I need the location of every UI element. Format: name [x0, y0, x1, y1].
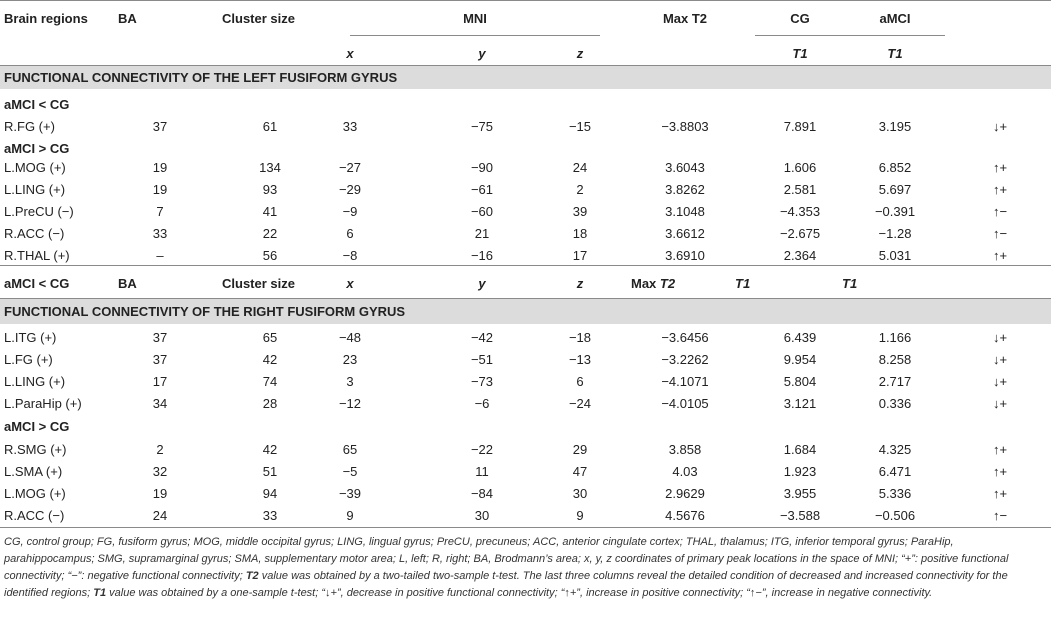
- cell-t1-cg: −2.675: [779, 225, 821, 241]
- cell-t1-cg: 6.439: [783, 329, 817, 345]
- table-row: [0, 326, 1051, 348]
- cell-max-t2: 3.6612: [665, 225, 705, 241]
- section-left-fusiform: [0, 66, 1051, 89]
- cell-cluster-size: 61: [262, 118, 278, 134]
- cell-region: R.ACC (−): [4, 225, 65, 241]
- cell-t1-amci: 5.336: [878, 485, 912, 501]
- group-label: aMCI > CG: [4, 418, 70, 434]
- cell-t1-cg: 1.684: [783, 441, 817, 457]
- table-row: [0, 244, 1051, 266]
- table-row: [0, 392, 1051, 414]
- cell-region: L.ITG (+): [4, 329, 57, 345]
- cell-t1-amci: 5.697: [878, 181, 912, 197]
- cell-y: −16: [470, 247, 494, 263]
- cell-x: 3: [346, 373, 354, 389]
- cell-cluster-size: 74: [262, 373, 278, 389]
- cell-cluster-size: 56: [262, 247, 278, 263]
- table-row: [0, 460, 1051, 482]
- subheader-top-rule: [0, 265, 1051, 266]
- cell-z: 30: [572, 485, 588, 501]
- cell-direction: ↑+: [992, 159, 1008, 175]
- cell-t1-amci: −1.28: [878, 225, 912, 241]
- group-label: aMCI > CG: [4, 140, 70, 156]
- cell-cluster-size: 134: [259, 159, 281, 175]
- cell-region: L.ParaHip (+): [4, 395, 82, 411]
- caption-t1: T1: [93, 587, 107, 599]
- cell-y: 21: [474, 225, 490, 241]
- cell-y: −22: [470, 441, 494, 457]
- cell-direction: ↑+: [992, 463, 1008, 479]
- cell-ba: 7: [156, 203, 164, 219]
- cell-direction: ↑+: [992, 181, 1008, 197]
- cell-y: −6: [474, 395, 490, 411]
- cell-t1-amci: 4.325: [878, 441, 912, 457]
- table-caption: [4, 534, 1044, 602]
- subheader-x: x: [346, 275, 354, 291]
- table-bottom-rule: [0, 527, 1051, 528]
- cell-t1-amci: −0.506: [874, 507, 916, 523]
- cell-max-t2: −4.0105: [661, 395, 709, 411]
- cell-x: 9: [346, 507, 354, 523]
- cell-t1-cg: 3.955: [783, 485, 817, 501]
- cell-y: −51: [470, 351, 494, 367]
- cell-direction: ↑−: [992, 225, 1008, 241]
- cell-direction: ↓+: [992, 351, 1008, 367]
- cell-max-t2: −4.1071: [661, 373, 709, 389]
- subheader-ba: BA: [118, 275, 137, 291]
- header-brain-regions: Brain regions: [4, 10, 88, 26]
- cell-z: −18: [568, 329, 592, 345]
- cell-ba: 2: [156, 441, 164, 457]
- cell-cluster-size: 42: [262, 351, 278, 367]
- cell-ba: –: [156, 247, 164, 263]
- cell-max-t2: 2.9629: [665, 485, 705, 501]
- group-label-row: [0, 414, 1051, 438]
- cell-ba: 37: [152, 329, 168, 345]
- cell-max-t2: 3.8262: [665, 181, 705, 197]
- table-row: [0, 178, 1051, 200]
- cell-t1-cg: 1.923: [783, 463, 817, 479]
- header-mni: MNI: [463, 10, 487, 26]
- table-row: [0, 370, 1051, 392]
- caption-t2: T2: [245, 570, 259, 582]
- cell-t1-amci: 1.166: [878, 329, 912, 345]
- cell-direction: ↓+: [992, 395, 1008, 411]
- cell-direction: ↑−: [992, 203, 1008, 219]
- cell-max-t2: 3.6910: [665, 247, 705, 263]
- group-label-row: [0, 93, 1051, 115]
- subheader-t1-amci: T1: [842, 275, 858, 291]
- table-row: [0, 482, 1051, 504]
- cell-cluster-size: 41: [262, 203, 278, 219]
- cell-ba: 34: [152, 395, 168, 411]
- header-cluster-size: Cluster size: [222, 10, 295, 26]
- table-row: [0, 438, 1051, 460]
- table-top-rule: [0, 0, 1051, 1]
- cell-t1-cg: 1.606: [783, 159, 817, 175]
- cell-z: 24: [572, 159, 588, 175]
- cell-z: 9: [576, 507, 584, 523]
- header-amci: aMCI: [879, 10, 911, 26]
- cell-t1-amci: 0.336: [878, 395, 912, 411]
- cell-cluster-size: 51: [262, 463, 278, 479]
- table-row: [0, 222, 1051, 244]
- cell-region: L.LING (+): [4, 373, 66, 389]
- cell-t1-amci: −0.391: [874, 203, 916, 219]
- t1-rule: [755, 35, 945, 36]
- subheader-max-prefix: Max: [631, 275, 660, 291]
- cell-y: −90: [470, 159, 494, 175]
- cell-x: −48: [338, 329, 362, 345]
- subheader-t2: T2: [659, 275, 676, 291]
- cell-ba: 19: [152, 485, 168, 501]
- cell-t1-amci: 6.471: [878, 463, 912, 479]
- cell-x: −39: [338, 485, 362, 501]
- mni-rule: [350, 35, 600, 36]
- cell-region: L.PreCU (−): [4, 203, 74, 219]
- caption-part2: value was obtained by a two-tailed two-sample t-test. The last three columns reveal the detailed condition of decreased and increased connectivity for the identified regions;: [4, 570, 1008, 599]
- cell-region: L.LING (+): [4, 181, 66, 197]
- cell-cluster-size: 28: [262, 395, 278, 411]
- cell-y: −42: [470, 329, 494, 345]
- cell-y: 11: [475, 463, 489, 479]
- cell-t1-cg: 9.954: [783, 351, 817, 367]
- subheader-max-t2: [631, 270, 675, 296]
- cell-y: −61: [470, 181, 494, 197]
- cell-region: R.ACC (−): [4, 507, 65, 523]
- cell-cluster-size: 65: [262, 329, 278, 345]
- cell-x: −8: [342, 247, 358, 263]
- header-cg: CG: [790, 10, 810, 26]
- table-row: [0, 156, 1051, 178]
- cell-ba: 24: [152, 507, 168, 523]
- subheader-y: y: [478, 275, 486, 291]
- cell-y: −75: [470, 118, 494, 134]
- cell-cluster-size: 93: [262, 181, 278, 197]
- cell-direction: ↓+: [992, 118, 1008, 134]
- cell-t1-amci: 8.258: [878, 351, 912, 367]
- cell-max-t2: 3.1048: [665, 203, 705, 219]
- cell-x: −29: [338, 181, 362, 197]
- cell-x: 33: [342, 118, 358, 134]
- cell-y: −60: [470, 203, 494, 219]
- cell-t1-cg: 2.364: [783, 247, 817, 263]
- cell-ba: 32: [152, 463, 168, 479]
- cell-max-t2: 4.03: [672, 463, 698, 479]
- cell-y: −84: [470, 485, 494, 501]
- header-z: z: [576, 45, 584, 61]
- cell-x: −5: [342, 463, 358, 479]
- cell-y: −73: [470, 373, 494, 389]
- cell-ba: 33: [152, 225, 168, 241]
- cell-ba: 19: [152, 181, 168, 197]
- cell-z: −15: [568, 118, 592, 134]
- cell-z: −24: [568, 395, 592, 411]
- cell-z: 39: [572, 203, 588, 219]
- group-label: aMCI < CG: [4, 96, 70, 112]
- header-t1-amci: T1: [887, 45, 903, 61]
- subheader-cluster-size: Cluster size: [222, 275, 295, 291]
- cell-t1-cg: 7.891: [783, 118, 817, 134]
- cell-region: R.THAL (+): [4, 247, 70, 263]
- cell-direction: ↑+: [992, 485, 1008, 501]
- cell-region: L.SMA (+): [4, 463, 63, 479]
- cell-max-t2: −3.8803: [661, 118, 709, 134]
- cell-z: −13: [568, 351, 592, 367]
- caption-part3: value was obtained by a one-sample t-test; “↓+”, decrease in positive functional connectivity; “↑+”, increase in positive connectivity; “↑−”, increase in negative connectivity.: [106, 587, 933, 599]
- subheader-label: aMCI < CG: [4, 275, 70, 291]
- section-title: FUNCTIONAL CONNECTIVITY OF THE RIGHT FUSIFORM GYRUS: [4, 304, 406, 319]
- cell-z: 6: [576, 373, 584, 389]
- cell-cluster-size: 42: [262, 441, 278, 457]
- header-x: x: [346, 45, 354, 61]
- section-right-fusiform: [0, 299, 1051, 324]
- cell-t1-cg: 2.581: [783, 181, 817, 197]
- cell-ba: 19: [152, 159, 168, 175]
- cell-t1-amci: 3.195: [878, 118, 912, 134]
- cell-region: L.FG (+): [4, 351, 53, 367]
- subheader-z: z: [576, 275, 584, 291]
- cell-z: 17: [572, 247, 588, 263]
- cell-max-t2: 3.858: [668, 441, 702, 457]
- cell-ba: 37: [152, 118, 168, 134]
- table-row: [0, 504, 1051, 526]
- cell-z: 47: [572, 463, 588, 479]
- header-ba: BA: [118, 10, 137, 26]
- cell-z: 29: [572, 441, 588, 457]
- cell-y: 30: [474, 507, 490, 523]
- cell-t1-amci: 2.717: [878, 373, 912, 389]
- cell-cluster-size: 22: [262, 225, 278, 241]
- cell-max-t2: −3.6456: [661, 329, 709, 345]
- cell-ba: 37: [152, 351, 168, 367]
- cell-direction: ↓+: [992, 373, 1008, 389]
- cell-z: 2: [576, 181, 584, 197]
- cell-region: R.FG (+): [4, 118, 55, 134]
- cell-t1-cg: −3.588: [779, 507, 821, 523]
- cell-max-t2: 4.5676: [665, 507, 705, 523]
- cell-max-t2: 3.6043: [665, 159, 705, 175]
- cell-x: 65: [342, 441, 358, 457]
- cell-ba: 17: [152, 373, 168, 389]
- table-row: [0, 348, 1051, 370]
- cell-direction: ↑+: [992, 441, 1008, 457]
- header-y: y: [478, 45, 486, 61]
- cell-direction: ↓+: [992, 329, 1008, 345]
- cell-t1-cg: 3.121: [783, 395, 817, 411]
- cell-z: 18: [572, 225, 588, 241]
- header-subrow: [0, 41, 1051, 65]
- cell-region: L.MOG (+): [4, 159, 66, 175]
- section-title: FUNCTIONAL CONNECTIVITY OF THE LEFT FUSIFORM GYRUS: [4, 70, 398, 85]
- cell-max-t2: −3.2262: [661, 351, 709, 367]
- cell-direction: ↑−: [992, 507, 1008, 523]
- cell-t1-cg: −4.353: [779, 203, 821, 219]
- cell-x: −9: [342, 203, 358, 219]
- caption-part1: CG, control group; FG, fusiform gyrus; MOG, middle occipital gyrus; LING, lingual gyrus; PreCU, precuneus; ACC, anterior cingulate cortex; THAL, thalamus; ITG, inferior temporal gyrus; ParaHip, parahippocampus; SMG, supramarginal gyrus; SMA, supplementary motor area; L, left; R, right; BA, Brodmann’s area; x, y, z coordinates of primary peak locations in the space of MNI; “+”: positive functional connectivity; “−”: negative functional connectivity;: [4, 536, 1009, 582]
- header-max-t2: Max T2: [662, 10, 708, 26]
- cell-x: 6: [346, 225, 354, 241]
- cell-t1-amci: 5.031: [878, 247, 912, 263]
- header-t1-cg: T1: [792, 45, 808, 61]
- table-row: [0, 115, 1051, 137]
- cell-t1-amci: 6.852: [878, 159, 912, 175]
- header-row: [0, 4, 1051, 32]
- cell-t1-cg: 5.804: [783, 373, 817, 389]
- cell-direction: ↑+: [992, 247, 1008, 263]
- cell-cluster-size: 94: [262, 485, 278, 501]
- cell-x: 23: [342, 351, 358, 367]
- table-row: [0, 200, 1051, 222]
- cell-x: −12: [338, 395, 362, 411]
- cell-x: −27: [338, 159, 362, 175]
- cell-region: L.MOG (+): [4, 485, 66, 501]
- subheader-row: [0, 270, 1051, 296]
- subheader-t1-cg: T1: [735, 275, 751, 291]
- cell-region: R.SMG (+): [4, 441, 67, 457]
- cell-cluster-size: 33: [262, 507, 278, 523]
